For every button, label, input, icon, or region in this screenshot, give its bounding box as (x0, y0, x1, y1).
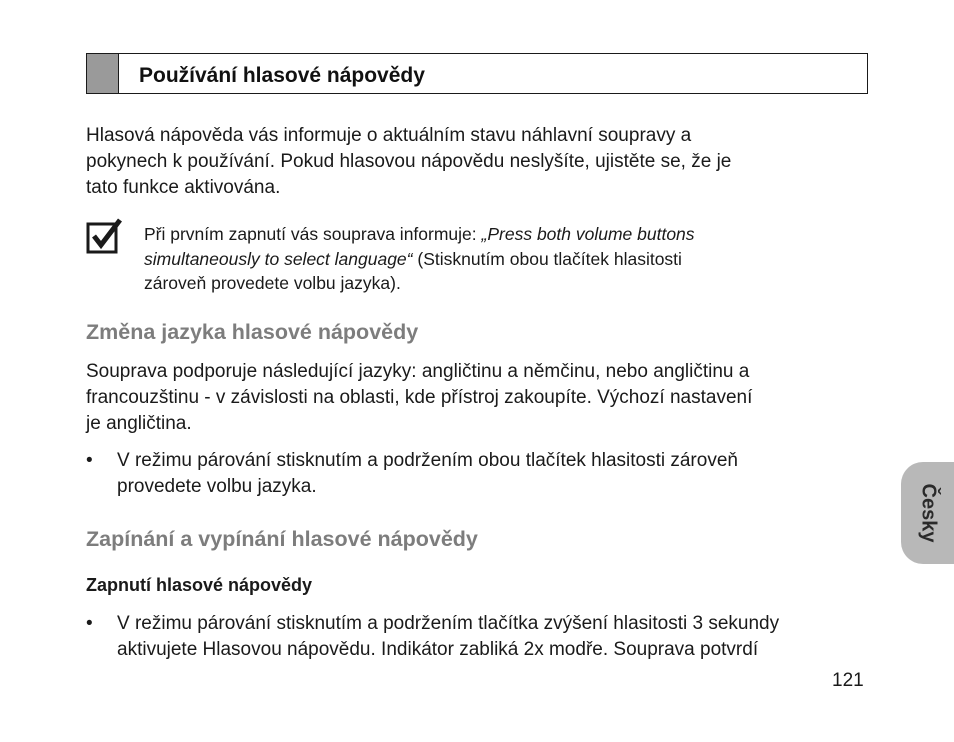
page-number: 121 (832, 670, 864, 691)
note-text-plain: Při prvním zapnutí vás souprava informuje: (144, 224, 482, 244)
checkbox-check-icon (86, 218, 122, 254)
bullet-marker: • (86, 450, 93, 471)
subheading-on: Zapnutí hlasové nápovědy (86, 575, 313, 595)
intro-line: tato funkce aktivována. (86, 177, 281, 198)
intro-line: pokynech k používání. Pokud hlasovou nápovědu neslyšíte, ujistěte se, že je (86, 151, 732, 172)
bullet-line: provedete volbu jazyka. (117, 476, 317, 497)
note-text (144, 222, 695, 296)
note-text-italic: simultaneously to select language“ (144, 248, 413, 269)
language-line: francouzštinu - v závislosti na oblasti, kde přístroj zakoupíte. Výchozí nastavení (86, 387, 753, 408)
intro-paragraph (86, 123, 731, 201)
note-text-italic: „Press both volume buttons (481, 224, 695, 244)
language-paragraph (86, 359, 752, 437)
note-text-plain: (Stisknutím obou tlačítek hlasitosti (412, 248, 682, 269)
side-tab-label: Česky (917, 483, 939, 543)
note-line (144, 247, 695, 272)
note-line (144, 222, 695, 247)
bullet-marker: • (86, 613, 93, 634)
heading-toggle: Zapínání a vypínání hlasové nápovědy (86, 527, 478, 551)
section-title: Používání hlasové nápovědy (139, 64, 425, 87)
section-title-box (86, 53, 868, 94)
bullet-line: V režimu párování stisknutím a podržením tlačítka zvýšení hlasitosti 3 sekundy (117, 613, 780, 634)
intro-line: Hlasová nápověda vás informuje o aktuálním stavu náhlavní soupravy a (86, 125, 692, 146)
heading-language: Změna jazyka hlasové nápovědy (86, 320, 419, 344)
language-side-tab (901, 462, 954, 564)
bullet-line: V režimu párování stisknutím a podržením obou tlačítek hlasitosti zároveň (117, 450, 738, 471)
language-line: Souprava podporuje následující jazyky: angličtinu a němčinu, nebo angličtinu a (86, 361, 750, 382)
title-color-swatch (87, 54, 119, 93)
bullet-language (117, 448, 738, 500)
language-line: je angličtina. (86, 413, 192, 434)
note-line: zároveň provedete volbu jazyka). (144, 273, 401, 293)
bullet-on (117, 611, 779, 663)
bullet-line: aktivujete Hlasovou nápovědu. Indikátor zabliká 2x modře. Souprava potvrdí (117, 639, 759, 660)
